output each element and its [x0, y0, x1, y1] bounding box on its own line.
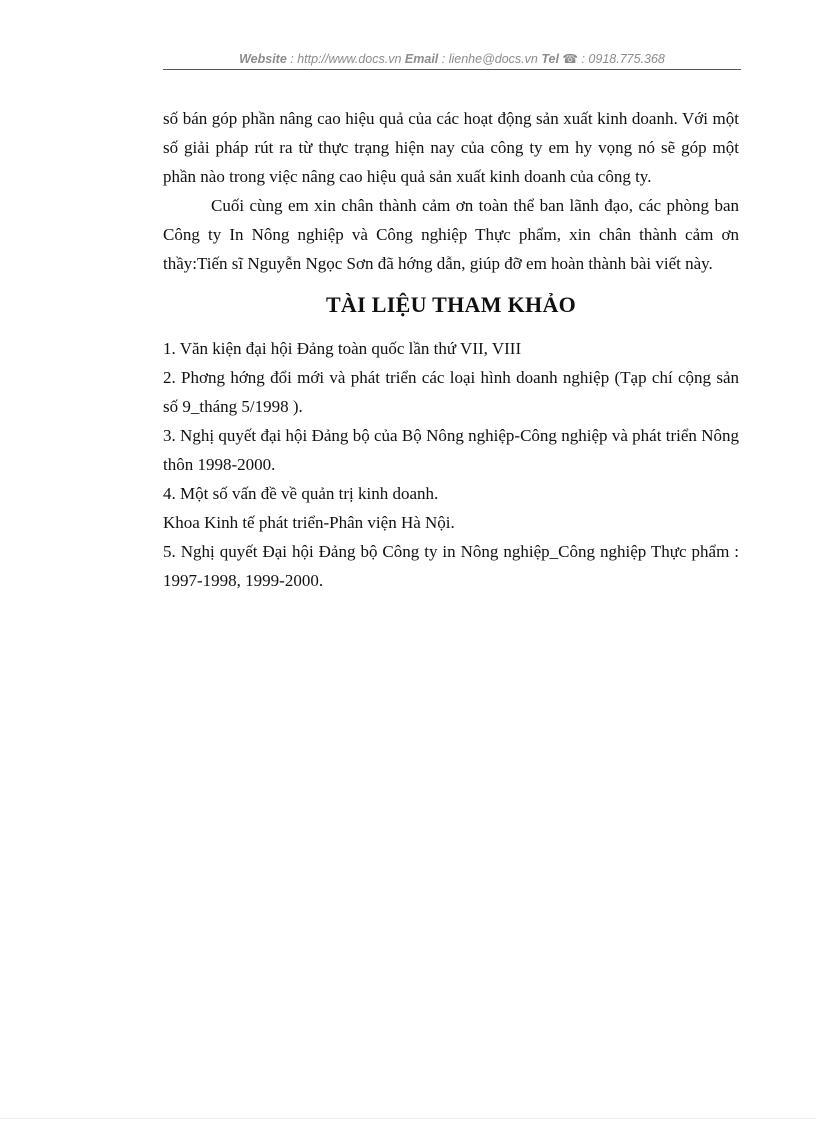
- reference-item: 4. Một số vấn đề về quản trị kinh doanh.: [163, 484, 439, 503]
- tel-number: 0918.775.368: [588, 52, 665, 66]
- document-body: [163, 104, 739, 595]
- page-header: [163, 51, 741, 66]
- paragraph-conclusion: số bán góp phần nâng cao hiệu quả của các hoạt động sản xuất kinh doanh. Với một số giải pháp rút ra từ thực trạng hiện nay của công ty em hy vọng nó sẽ góp một phần nào trong việc nâng cao hiệu quả sản xuất kinh doanh của công ty.: [163, 109, 739, 186]
- email-label: Email: [404, 52, 439, 66]
- reference-item: 2. Phơng hớng đổi mới và phát triển các loại hình doanh nghiệp (Tạp chí cộng sản số 9_tháng 5/1998 ).: [163, 368, 739, 416]
- email-separator: :: [438, 52, 449, 66]
- website-link[interactable]: http://www.docs.vn: [297, 52, 402, 66]
- reference-item: Khoa Kinh tế phát triển-Phân viện Hà Nội.: [163, 513, 455, 532]
- reference-item: 5. Nghị quyết Đại hội Đảng bộ Công ty in Nông nghiệp_Công nghiệp Thực phẩm : 1997-1998, 1999-2000.: [163, 542, 739, 590]
- tel-separator: :: [578, 52, 589, 66]
- reference-item: 1. Văn kiện đại hội Đảng toàn quốc lần thứ VII, VIII: [163, 339, 522, 358]
- email-link[interactable]: lienhe@docs.vn: [448, 52, 538, 66]
- website-label: Website: [239, 52, 287, 66]
- phone-icon: ☎: [562, 52, 578, 66]
- reference-item: 3. Nghị quyết đại hội Đảng bộ của Bộ Nông nghiệp-Công nghiệp và phát triển Nông thôn 1998-2000.: [163, 426, 739, 474]
- website-separator: :: [286, 52, 298, 66]
- paragraph-thanks: Cuối cùng em xin chân thành cảm ơn toàn thể ban lãnh đạo, các phòng ban Công ty In Nông nghiệp và Công nghiệp Thực phẩm, xin chân thành cảm ơn thầy:Tiến sĩ Nguyễn Ngọc Sơn đã hớng dẫn, giúp đỡ em hoàn thành bài viết này.: [163, 196, 739, 273]
- footer-divider: [0, 1118, 816, 1119]
- references-title: TÀI LIỆU THAM KHẢO: [325, 292, 577, 317]
- tel-label: Tel: [541, 52, 559, 66]
- header-divider: [163, 69, 741, 70]
- references-list: [163, 334, 739, 595]
